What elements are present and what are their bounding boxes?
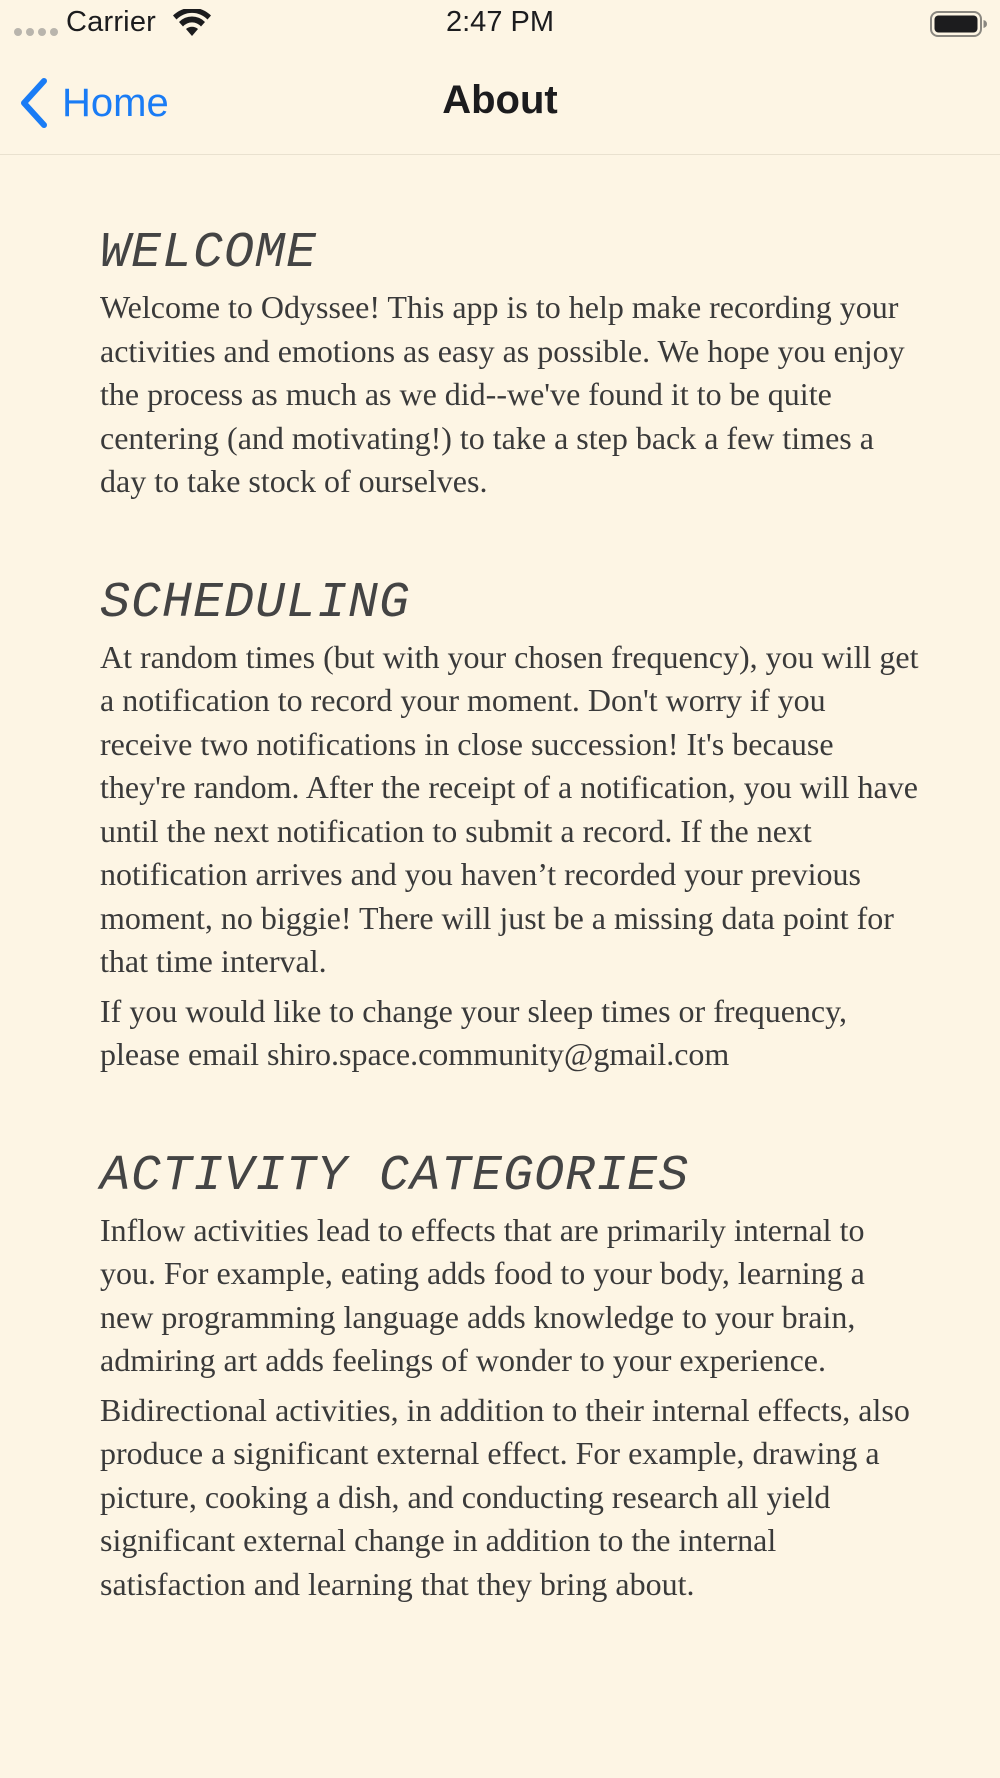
section-paragraph: At random times (but with your chosen frequency), you will get a notification to record your moment. Don't worry if you receive two notifications in close succession! It's because they're random. After the receipt of a notification, you will have until the next notification to submit a record. If the next notification arrives and you haven’t recorded your previous moment, no biggie! There will just be a missing data point for that time interval. <box>100 638 919 979</box>
section-paragraph: Inflow activities lead to effects that are primarily internal to you. For example, eating adds food to your body, learning a new programming language adds knowledge to your brain, admiring art adds feelings of wonder to your experience. <box>100 1211 865 1378</box>
section-activity-categories <box>100 1147 920 1607</box>
section-paragraph: If you would like to change your sleep times or frequency, please email shiro.space.community@gmail.com <box>100 992 848 1072</box>
section-heading: ACTIVITY CATEGORIES <box>100 1147 690 1205</box>
page-title: About <box>442 78 558 122</box>
status-bar <box>0 0 1000 48</box>
back-button-label: Home <box>62 80 169 125</box>
section-scheduling <box>100 574 920 1077</box>
section-heading: WELCOME <box>100 225 318 282</box>
navigation-bar <box>0 48 1000 155</box>
section-heading: SCHEDULING <box>100 574 411 632</box>
about-content <box>100 224 920 1606</box>
section-welcome <box>100 224 920 504</box>
carrier-label: Carrier <box>66 6 157 38</box>
battery-icon <box>930 10 988 38</box>
section-paragraph: Bidirectional activities, in addition to their internal effects, also produce a significant external effect. For example, drawing a picture, cooking a dish, and conducting research all yield significant external change in addition to the internal satisfaction and learning that they bring about. <box>100 1391 910 1602</box>
status-time: 2:47 PM <box>446 6 554 38</box>
section-paragraph: Welcome to Odyssee! This app is to help make recording your activities and emotions as easy as possible. We hope you enjoy the process as much as we did--we've found it to be quite centering (and motivating!) to take a step back a few times a day to take stock of ourselves. <box>100 289 905 499</box>
